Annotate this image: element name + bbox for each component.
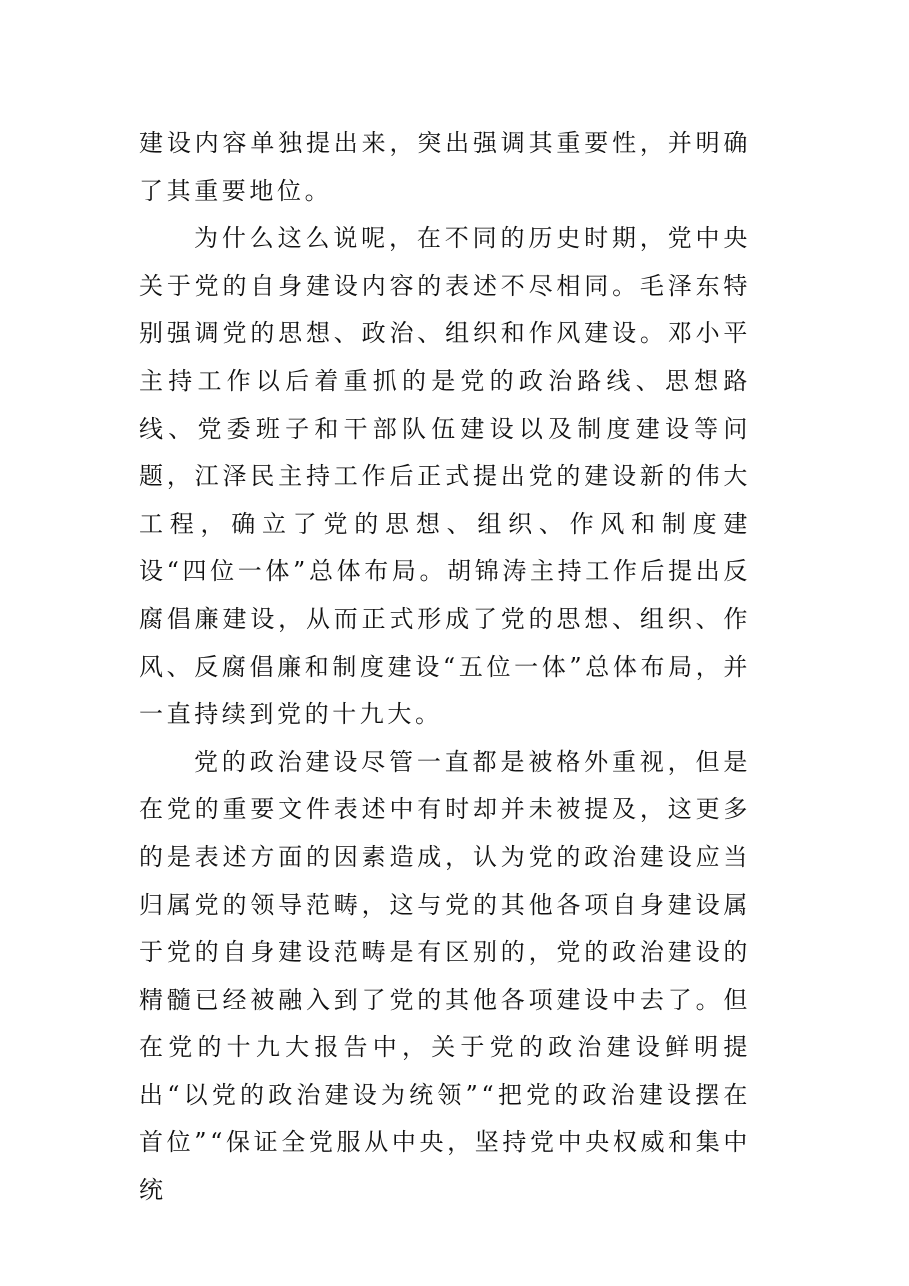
paragraph-political-building: 党的政治建设尽管一直都是被格外重视，但是在党的重要文件表述中有时却并未被提及，这更多的是表述方面的因素造成，认为党的政治建设应当归属党的领导范畴，这与党的其他各项自身建设属于党的自身建设范畴是有区别的，党的政治建设的精髓已经被融入到了党的其他各项建设中去了。但在党的十九大报告中，关于党的政治建设鲜明提出“以党的政治建设为统领”“把党的政治建设摆在首位”“保证全党服从中央，坚持党中央权威和集中统 [139, 747, 751, 1205]
paragraph-continuation: 建设内容单独提出来，突出强调其重要性，并明确了其重要地位。 [139, 129, 751, 205]
document-body [139, 120, 751, 1215]
paragraph-history: 为什么这么说呢，在不同的历史时期，党中央关于党的自身建设内容的表述不尽相同。毛泽东特别强调党的思想、政治、组织和作风建设。邓小平主持工作以后着重抓的是党的政治路线、思想路线、党委班子和干部队伍建设以及制度建设等问题，江泽民主持工作后正式提出党的建设新的伟大工程，确立了党的思想、组织、作风和制度建设“四位一体”总体布局。胡锦涛主持工作后提出反腐倡廉建设，从而正式形成了党的思想、组织、作风、反腐倡廉和制度建设“五位一体”总体布局，并一直持续到党的十九大。 [139, 224, 751, 729]
